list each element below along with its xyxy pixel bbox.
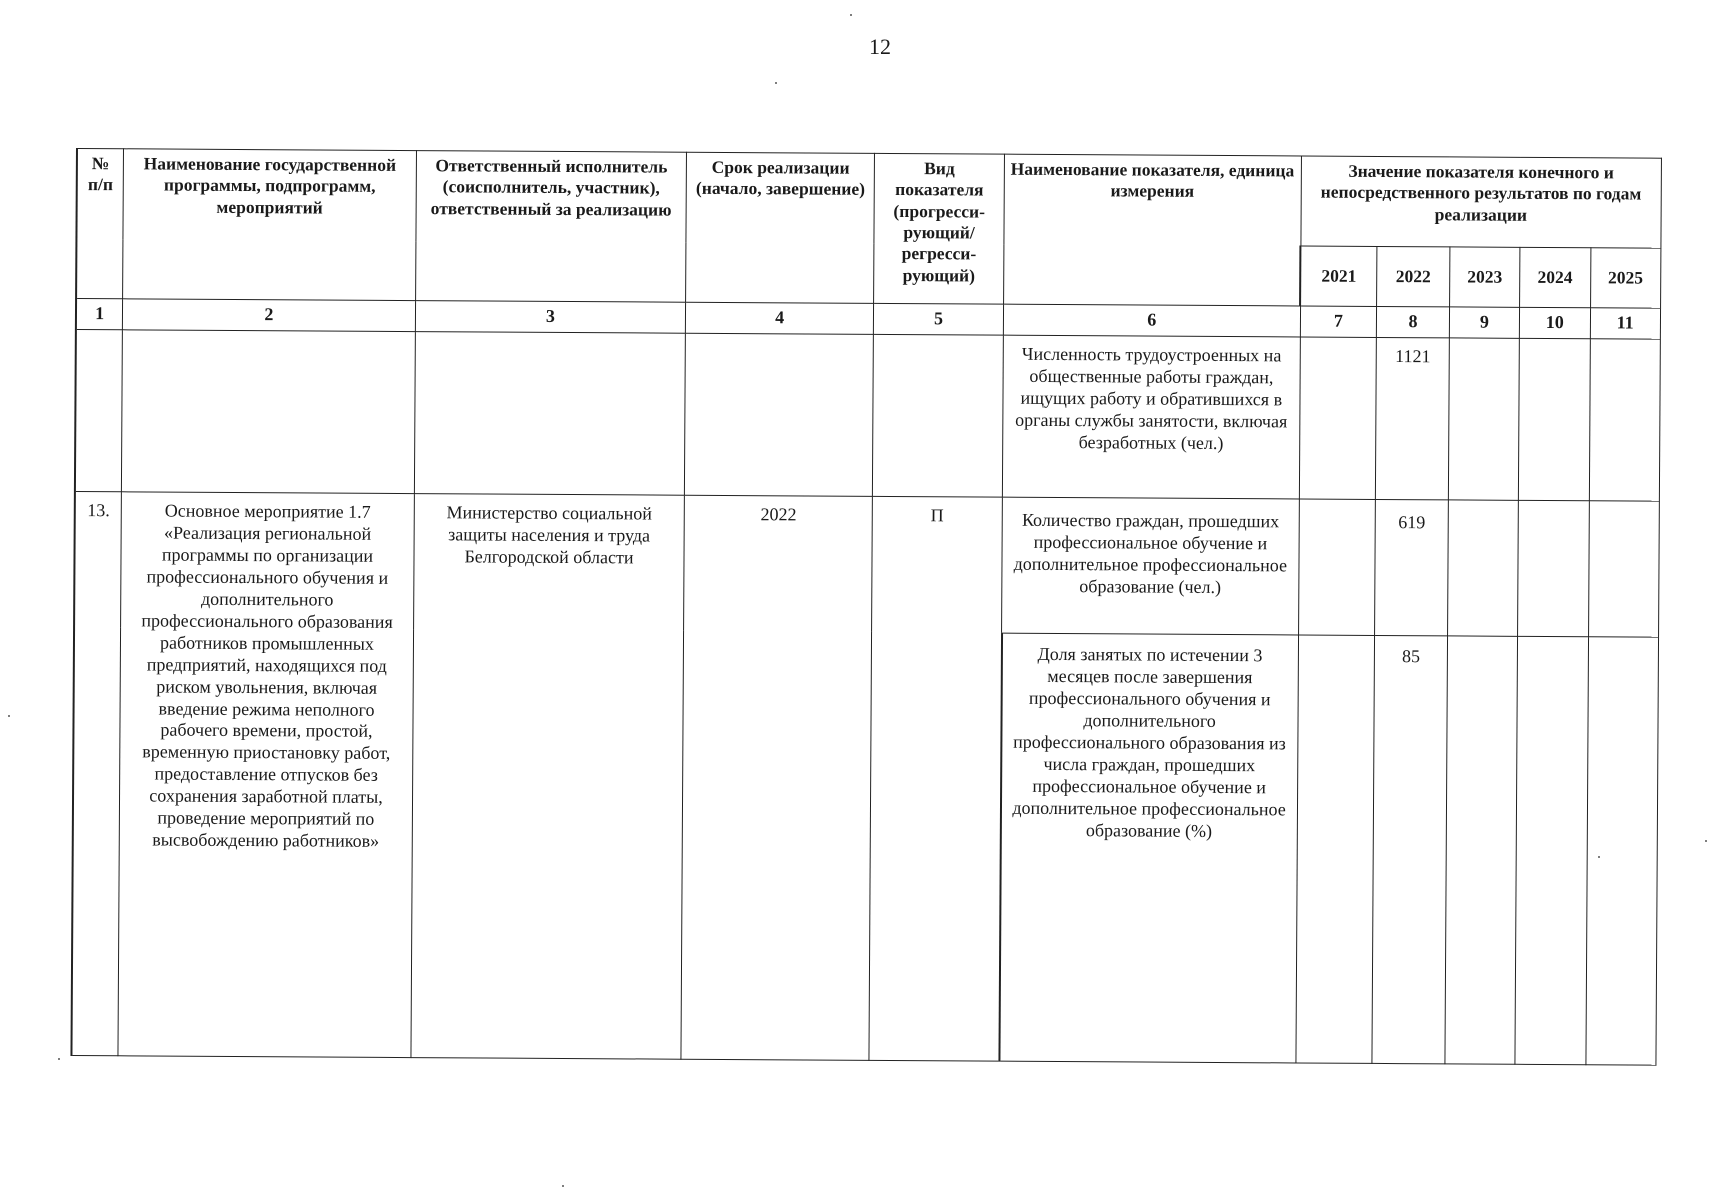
table-row [74, 491, 1659, 637]
column-number: 9 [1449, 307, 1520, 338]
value-2022: 1121 [1376, 337, 1449, 499]
row-number [75, 329, 123, 491]
implementation-period [685, 333, 874, 496]
column-number: 7 [1300, 306, 1377, 337]
column-number: 2 [123, 299, 415, 332]
scan-speck [850, 14, 852, 16]
value-2024 [1515, 636, 1588, 1064]
responsible-executor: Министерство социальной защиты населения и труда Белгородской области [411, 494, 685, 1060]
column-number: 8 [1377, 306, 1450, 337]
indicator-type [872, 334, 1003, 497]
indicator-name: Количество граждан, прошедших профессиональное обучение и дополнительное профессиональное образование (чел.) [1002, 497, 1299, 635]
header-row [76, 149, 1661, 249]
scan-speck [8, 715, 10, 717]
scan-speck [775, 82, 777, 84]
header-year-2024: 2024 [1520, 247, 1591, 307]
value-2023 [1448, 338, 1519, 500]
program-name: Основное мероприятие 1.7 «Реализация региональной программы по организации профессионального обучения и дополнительного профессионального образования работников промышленных предприятий, находящихся под риском увольнения, включая введение режима неполного рабочего времени, простой, временную приостановку работ, предоставление отпусков без сохранения заработной платы, проведение мероприятий по высвобождению работников» [118, 492, 414, 1058]
header-period: Срок реализации (начало, завершение) [686, 152, 875, 303]
value-2025 [1585, 637, 1658, 1065]
column-number: 5 [873, 303, 1003, 335]
value-2021 [1298, 499, 1376, 635]
implementation-period: 2022 [681, 495, 872, 1060]
header-year-2022: 2022 [1377, 246, 1450, 306]
column-number: 10 [1520, 307, 1591, 338]
value-2024 [1519, 338, 1590, 500]
indicator-type: П [869, 496, 1003, 1061]
value-2022: 619 [1375, 499, 1448, 635]
header-indicator-name: Наименование показателя, единица измерения [1004, 154, 1301, 306]
program-name [122, 330, 415, 494]
value-2025 [1588, 501, 1659, 637]
value-2022: 85 [1372, 635, 1447, 1063]
header-indicator-type: Вид показателя (прогресси-рующий/ регресси-рующий) [874, 153, 1005, 304]
row-number: 13. [71, 491, 121, 1055]
responsible-executor [414, 332, 686, 496]
column-number: 4 [686, 302, 874, 334]
header-year-2023: 2023 [1449, 247, 1520, 307]
value-2021 [1295, 635, 1374, 1063]
scan-speck [1705, 840, 1707, 842]
column-number: 3 [415, 301, 686, 334]
indicator-name: Доля занятых по истечении 3 месяцев после завершения профессионального обучения и дополнительного профессионального образования из числа граждан, прошедших профессиональное обучение и дополнительное профессиональное образование (%) [999, 633, 1298, 1063]
scan-speck [58, 1058, 60, 1060]
header-number: № п/п [76, 149, 124, 299]
header-year-2025: 2025 [1590, 248, 1661, 308]
scan-speck [562, 1185, 564, 1187]
program-indicators-table [70, 148, 1662, 1066]
header-responsible: Ответственный исполнитель (соисполнитель, участник), ответственный за реализацию [415, 151, 687, 303]
header-program-name: Наименование государственной программы, подпрограмм, мероприятий [123, 149, 416, 301]
page-number: 12 [869, 34, 891, 59]
column-number: 6 [1003, 304, 1300, 337]
header-indicator-values: Значение показателя конечного и непосредственного результатов по годам реализации [1300, 156, 1661, 248]
column-number: 11 [1590, 308, 1661, 339]
value-2023 [1445, 636, 1518, 1064]
value-2024 [1518, 500, 1589, 636]
table-row [75, 329, 1660, 501]
scan-speck [1598, 856, 1600, 858]
value-2023 [1447, 500, 1518, 636]
value-2025 [1589, 339, 1660, 501]
value-2021 [1299, 337, 1377, 499]
indicator-name: Численность трудоустроенных на общественные работы граждан, ищущих работу и обратившихся в органы службы занятости, включая безработных (чел.) [1003, 335, 1300, 499]
column-number: 1 [76, 299, 123, 330]
header-year-2021: 2021 [1300, 246, 1377, 306]
